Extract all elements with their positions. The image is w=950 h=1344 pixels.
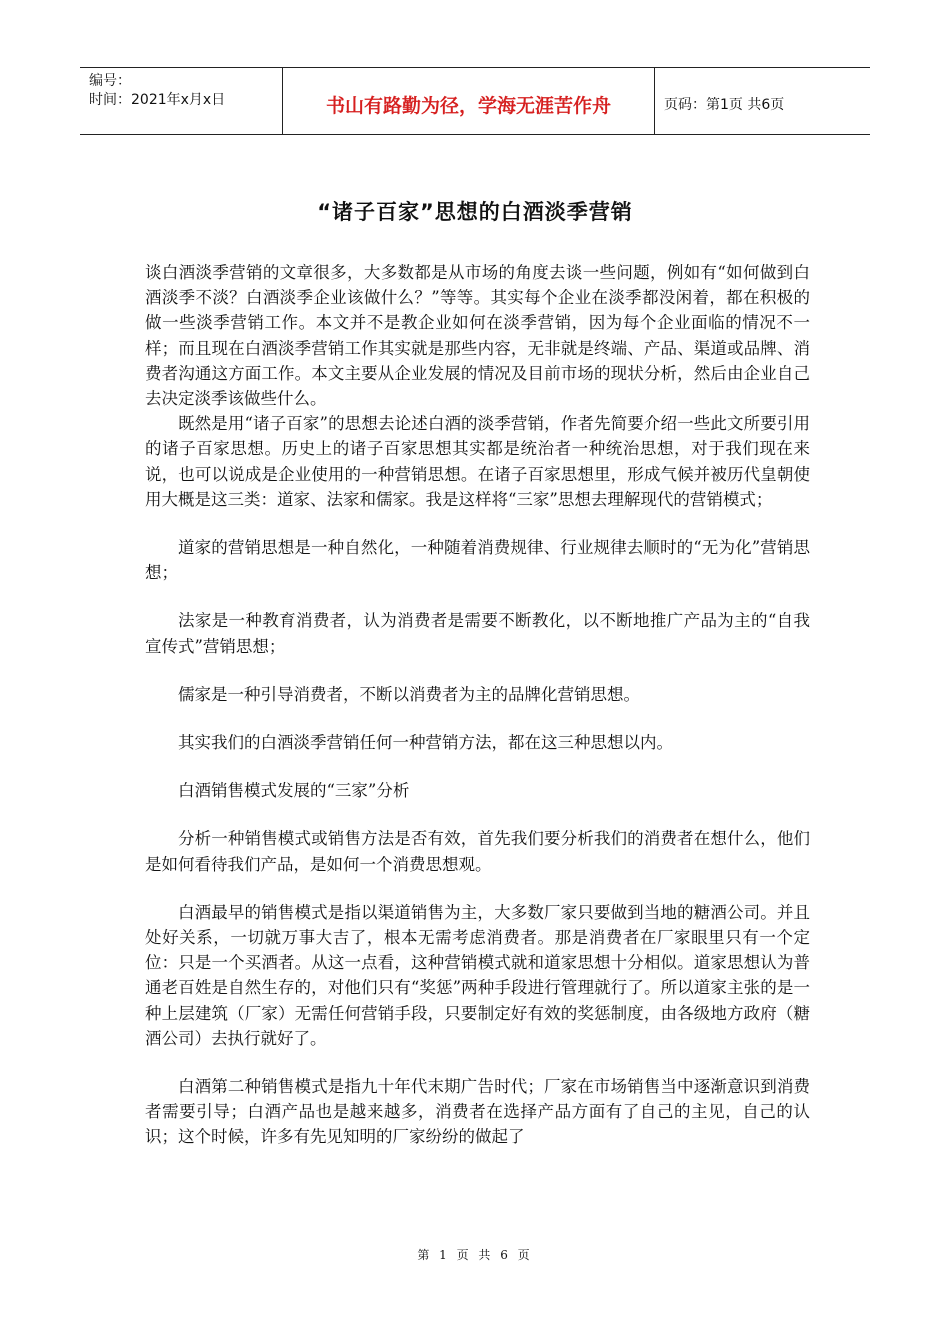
paragraph-analysis: 分析一种销售模式或销售方法是否有效，首先我们要分析我们的消费者在想什么，他们是如何看待我们产品，是如何一个消费思想观。 xyxy=(145,829,810,874)
paragraph-taoism: 道家的营销思想是一种自然化，一种随着消费规律、行业规律去顺时的“无为化”营销思想； xyxy=(145,538,810,583)
paragraph-schools: 既然是用“诸子百家”的思想去论述白酒的淡季营销，作者先简要介绍一些此文所要引用的诸子百家思想。历史上的诸子百家思想其实都是统治者一种统治思想，对于我们现在来说，也可以说成是企业使用的一种营销思想。在诸子百家思想里，形成气候并被历代皇朝使用大概是这三类：道家、法家和儒家。我是这样将“三家”思想去理解现代的营销模式； xyxy=(145,414,810,509)
section-heading: 白酒销售模式发展的“三家”分析 xyxy=(178,781,410,801)
document-body xyxy=(145,260,810,1150)
paragraph-second-mode: 白酒第二种销售模式是指九十年代末期广告时代；厂家在市场销售当中逐渐意识到消费者需要引导；白酒产品也是越来越多，消费者在选择产品方面有了自己的主见，自己的认识；这个时候，许多有先见知明的厂家纷纷的做起了 xyxy=(145,1077,810,1147)
number-label: 编号： xyxy=(89,73,131,89)
paragraph-legalism: 法家是一种教育消费者，认为消费者是需要不断教化，以不断地推广产品为主的“自我宣传式”营销思想； xyxy=(145,611,810,656)
time-label: 时间：2021年x月x日 xyxy=(89,92,226,108)
document-header xyxy=(80,67,870,135)
paragraph-intro: 谈白酒淡季营销的文章很多，大多数都是从市场的角度去谈一些问题，例如有“如何做到白酒淡季不淡？白酒淡季企业该做什么？”等等。其实每个企业在淡季都没闲着，都在积极的做一些淡季营销工作。本文并不是教企业如何在淡季营销，因为每个企业面临的情况不一样；而且现在白酒淡季营销工作其实就是那些内容，无非就是终端、产品、渠道或品牌、消费者沟通这方面工作。本文主要从企业发展的情况及目前市场的现状分析，然后由企业自己去决定淡季该做些什么。 xyxy=(145,263,810,409)
header-meta xyxy=(80,68,283,134)
paragraph-confucianism: 儒家是一种引导消费者，不断以消费者为主的品牌化营销思想。 xyxy=(178,684,640,704)
header-motto: 书山有路勤为径，学海无涯苦作舟 xyxy=(283,68,655,134)
document-title: “诸子百家”思想的白酒淡季营销 xyxy=(317,200,633,224)
paragraph-first-mode: 白酒最早的销售模式是指以渠道销售为主，大多数厂家只要做到当地的糖酒公司。并且处好关系，一切就万事大吉了，根本无需考虑消费者。那是消费者在厂家眼里只有一个定位：只是一个买酒者。从这一点看，这种营销模式就和道家思想十分相似。道家思想认为普通老百姓是自然生存的，对他们只有“奖惩”两种手段进行管理就行了。所以道家主张的是一种上层建筑（厂家）无需任何营销手段，只要制定好有效的奖惩制度，由各级地方政府（糖酒公司）去执行就好了。 xyxy=(145,902,810,1048)
header-page-info: 页码：第1页 共6页 xyxy=(664,97,785,113)
page-footer: 第 1 页 共 6 页 xyxy=(417,1248,533,1262)
paragraph-summary: 其实我们的白酒淡季营销任何一种营销方法，都在这三种思想以内。 xyxy=(178,733,673,753)
